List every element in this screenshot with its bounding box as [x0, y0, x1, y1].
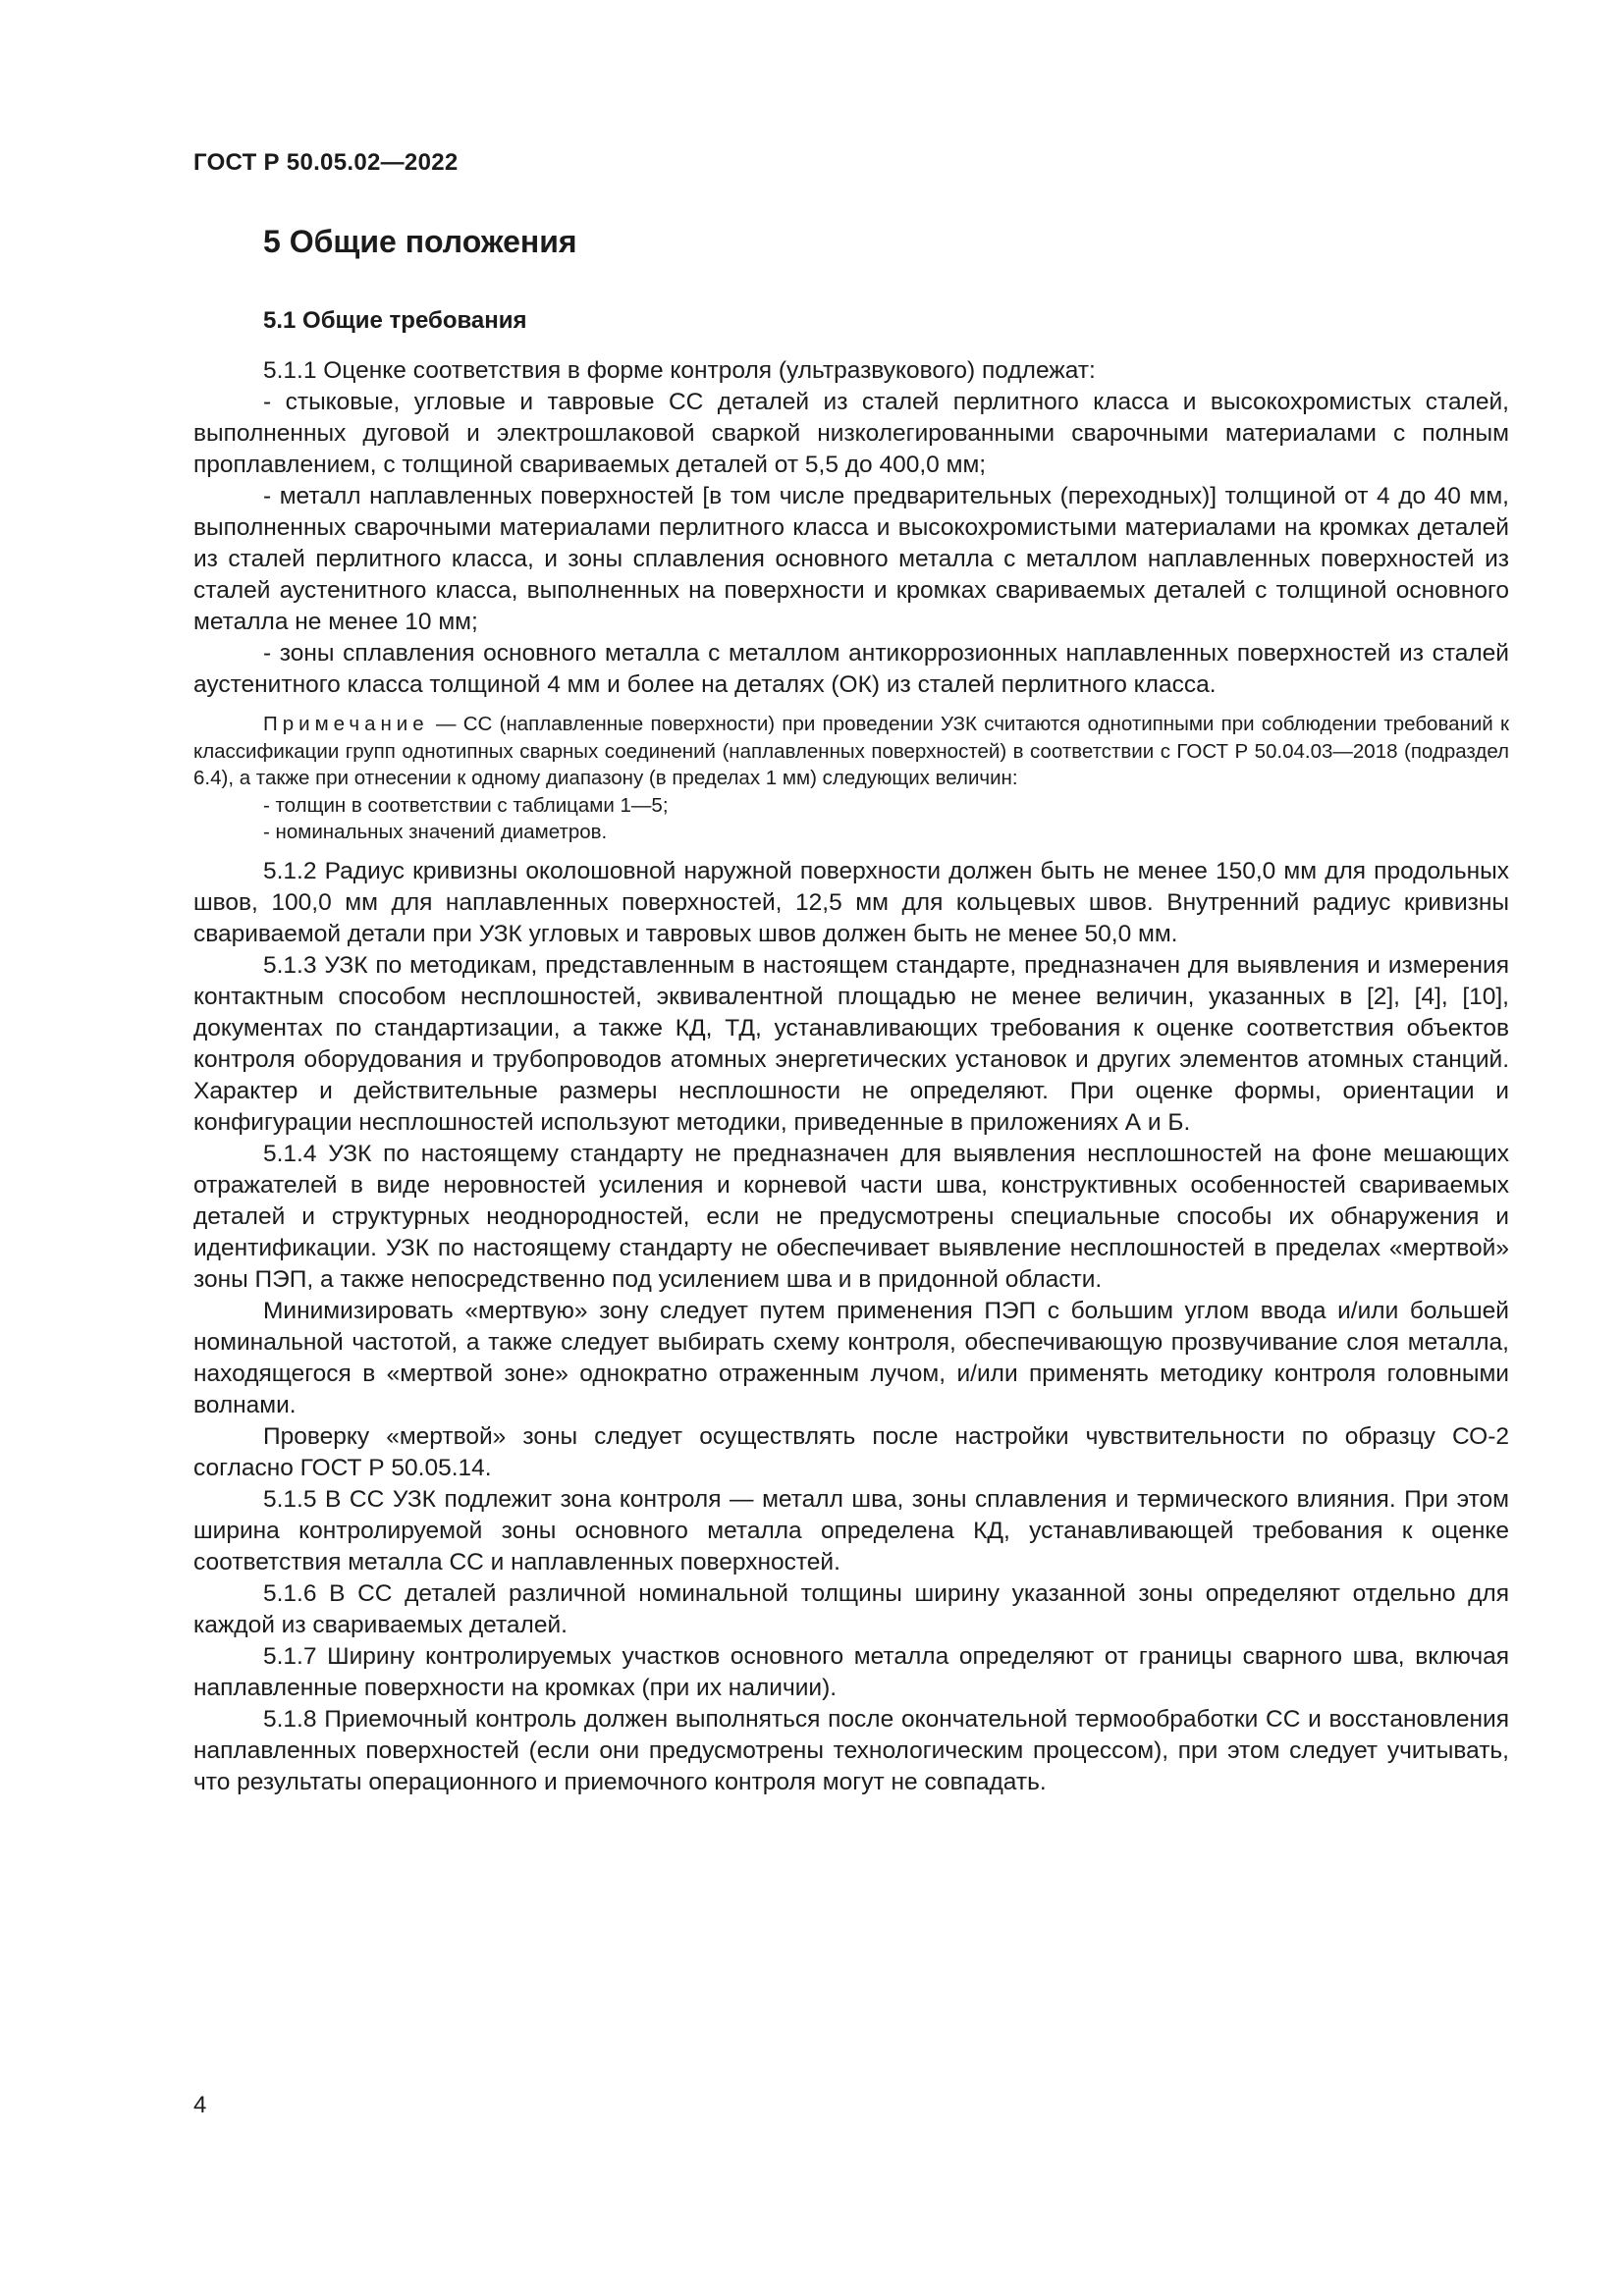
paragraph-5-1-2: 5.1.2 Радиус кривизны околошовной наружной поверхности должен быть не менее 150,0 мм для продольных швов, 100,0 мм для наплавленных поверхностей, 12,5 мм для кольцевых швов. Внутренний радиус кривизны свариваемой детали при УЗК угловых и тавровых швов должен быть не менее 50,0 мм.: [193, 857, 1509, 947]
document-body: [193, 355, 1509, 1798]
note-list-item: - толщин в соответствии с таблицами 1—5;: [263, 793, 669, 817]
page-number: 4: [193, 2092, 207, 2118]
note-label: Примечание: [263, 713, 429, 735]
list-item: - зоны сплавления основного металла с металлом антикоррозионных наплавленных поверхностей из сталей аустенитного класса толщиной 4 мм и более на деталях (ОК) из сталей перлитного класса.: [193, 640, 1509, 698]
paragraph-5-1-7: 5.1.7 Ширину контролируемых участков основного металла определяют от границы сварного шва, включая наплавленные поверхности на кромках (при их наличии).: [193, 1642, 1509, 1701]
paragraph-5-1-4: 5.1.4 УЗК по настоящему стандарту не предназначен для выявления несплошностей на фоне мешающих отражателей в виде неровностей усиления и корневой части шва, конструктивных особенностей свариваемых деталей и структурных неоднородностей, если не предусмотрены специальные способы их обнаружения и идентификации. УЗК по настоящему стандарту не обеспечивает выявление несплошностей в пределах «мертвой» зоны ПЭП, а также непосредственно под усилением шва и в придонной области.: [193, 1140, 1509, 1293]
paragraph-5-1-3: 5.1.3 УЗК по методикам, представленным в настоящем стандарте, предназначен для выявления и измерения контактным способом несплошностей, эквивалентной площадью не менее величин, указанных в [2], [4], [10], документах по стандартизации, а также КД, ТД, устанавливающих требования к оценке соответствия объектов контроля оборудования и трубопроводов атомных энергетических установок и других элементов атомных станций. Характер и действительные размеры несплошности не определяют. При оценке формы, ориентации и конфигурации несплошностей используют методики, приведенные в приложениях А и Б.: [193, 951, 1509, 1136]
document-id: ГОСТ Р 50.05.02—2022: [193, 149, 459, 176]
paragraph-5-1-8: 5.1.8 Приемочный контроль должен выполняться после окончательной термообработки СС и восстановления наплавленных поверхностей (если они предусмотрены технологическим процессом), при этом следует учитывать, что результаты операционного и приемочного контроля могут не совпадать.: [193, 1705, 1509, 1795]
list-item: - стыковые, угловые и тавровые СС деталей из сталей перлитного класса и высокохромистых сталей, выполненных дуговой и электрошлаковой сваркой низколегированными сварочными материалами с полным проплавлением, с толщиной свариваемых деталей от 5,5 до 400,0 мм;: [193, 389, 1509, 478]
paragraph-5-1-1: 5.1.1 Оценке соответствия в форме контроля (ультразвукового) подлежат:: [263, 357, 1096, 384]
paragraph-5-1-6: 5.1.6 В СС деталей различной номинальной толщины ширину указанной зоны определяют отдельно для каждой из свариваемых деталей.: [193, 1579, 1509, 1638]
paragraph-5-1-4-b: Минимизировать «мертвую» зону следует путем применения ПЭП с большим углом ввода и/или большей номинальной частотой, а также следует выбирать схему контроля, обеспечивающую прозвучивание слоя металла, находящегося в «мертвой зоне» однократно отраженным лучом, и/или применять методику контроля головными волнами.: [193, 1297, 1509, 1418]
note-paragraph: [193, 711, 1509, 792]
note-text: — СС (наплавленные поверхности) при проведении УЗК считаются однотипными при соблюдении требований к классификации групп однотипных сварных соединений (наплавленных поверхностей) в соответствии с ГОСТ Р 50.04.03—2018 (подраздел 6.4), а также при отнесении к одному диапазону (в пределах 1 мм) следующих величин:: [193, 713, 1509, 789]
paragraph-5-1-4-c: Проверку «мертвой» зоны следует осуществлять после настройки чувствительности по образцу СО-2 согласно ГОСТ Р 50.05.14.: [193, 1422, 1509, 1481]
note-block: [193, 711, 1509, 846]
section-title: 5 Общие положения: [263, 224, 577, 259]
subsection-title: 5.1 Общие требования: [263, 307, 527, 334]
list-item: - металл наплавленных поверхностей [в том числе предварительных (переходных)] толщиной от 4 до 40 мм, выполненных сварочными материалами перлитного класса и высокохромистыми материалами на кромках деталей из сталей перлитного класса, и зоны сплавления основного металла с металлом наплавленных поверхностей из сталей аустенитного класса, выполненных на поверхности и кромках свариваемых деталей с толщиной основного металла не менее 10 мм;: [193, 483, 1509, 635]
paragraph-5-1-5: 5.1.5 В СС УЗК подлежит зона контроля — металл шва, зоны сплавления и термического влияния. При этом ширина контролируемой зоны основного металла определена КД, устанавливающей требования к оценке соответствия металла СС и наплавленных поверхностей.: [193, 1485, 1509, 1575]
note-list-item: - номинальных значений диаметров.: [263, 821, 608, 843]
